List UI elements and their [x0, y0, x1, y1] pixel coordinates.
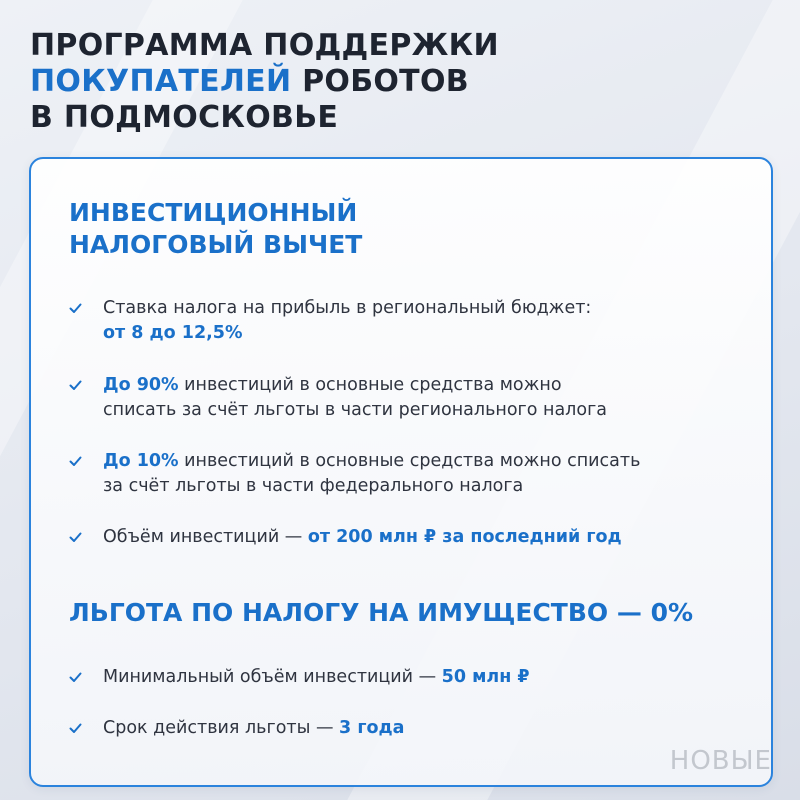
page-header — [30, 28, 730, 136]
list-item — [69, 525, 729, 550]
item-line-1 — [103, 525, 622, 550]
list-item — [69, 665, 729, 690]
item-text: Ставка налога на прибыль в региональный бюджет: — [103, 298, 592, 318]
info-card — [29, 157, 773, 787]
checkmark-icon — [69, 665, 103, 689]
item-highlight: от 200 млн ₽ за последний год — [307, 527, 622, 547]
item-text: Объём инвестиций — — [103, 527, 308, 547]
header-line-1: ПРОГРАММА ПОДДЕРЖКИ — [30, 28, 499, 63]
item-line-1 — [103, 716, 404, 741]
checkmark-icon — [69, 716, 103, 740]
item-highlight: 3 года — [339, 718, 405, 738]
list-item-text — [103, 373, 607, 423]
section-title-investment-deduction — [69, 197, 362, 261]
checkmark-icon — [69, 373, 103, 397]
item-text: Срок действия льготы — — [103, 718, 340, 738]
watermark-logo: НОВЫЕ — [669, 746, 772, 776]
list-item — [69, 449, 729, 499]
item-line-1 — [103, 449, 640, 474]
section-title-text: ЛЬГОТА ПО НАЛОГУ НА ИМУЩЕСТВО — 0% — [69, 598, 694, 627]
checkmark-icon — [69, 525, 103, 549]
item-highlight: 50 млн ₽ — [441, 667, 530, 687]
item-line-2: списать за счёт льготы в части регионального налога — [103, 400, 607, 420]
list-item-text — [103, 449, 640, 499]
checkmark-icon — [69, 296, 103, 320]
header-line-2 — [30, 64, 730, 100]
list-item — [69, 716, 729, 741]
list-item — [69, 296, 729, 346]
list-item — [69, 373, 729, 423]
list-item-text — [103, 716, 404, 741]
header-line-2-rest: РОБОТОВ — [291, 64, 469, 99]
item-text: Минимальный объём инвестиций — — [103, 667, 442, 687]
item-text: инвестиций в основные средства можно списать — [178, 451, 641, 471]
list-item-text — [103, 665, 530, 690]
item-line-1 — [103, 665, 530, 690]
item-highlight: До 10% — [103, 451, 179, 471]
item-text: инвестиций в основные средства можно — [178, 375, 562, 395]
header-accent-word: ПОКУПАТЕЛЕЙ — [30, 64, 292, 99]
section-title-property-tax — [69, 597, 693, 629]
item-line-1 — [103, 373, 607, 398]
list-item-text — [103, 296, 591, 346]
header-line-3: В ПОДМОСКОВЬЕ — [30, 100, 339, 135]
item-line-2: за счёт льготы в части федерального налога — [103, 476, 524, 496]
item-highlight: от 8 до 12,5% — [103, 323, 243, 343]
section-title-line-1: ИНВЕСТИЦИОННЫЙ — [69, 198, 358, 227]
section-title-line-2: НАЛОГОВЫЙ ВЫЧЕТ — [69, 230, 363, 259]
item-highlight: До 90% — [103, 375, 179, 395]
list-item-text — [103, 525, 622, 550]
checkmark-icon — [69, 449, 103, 473]
